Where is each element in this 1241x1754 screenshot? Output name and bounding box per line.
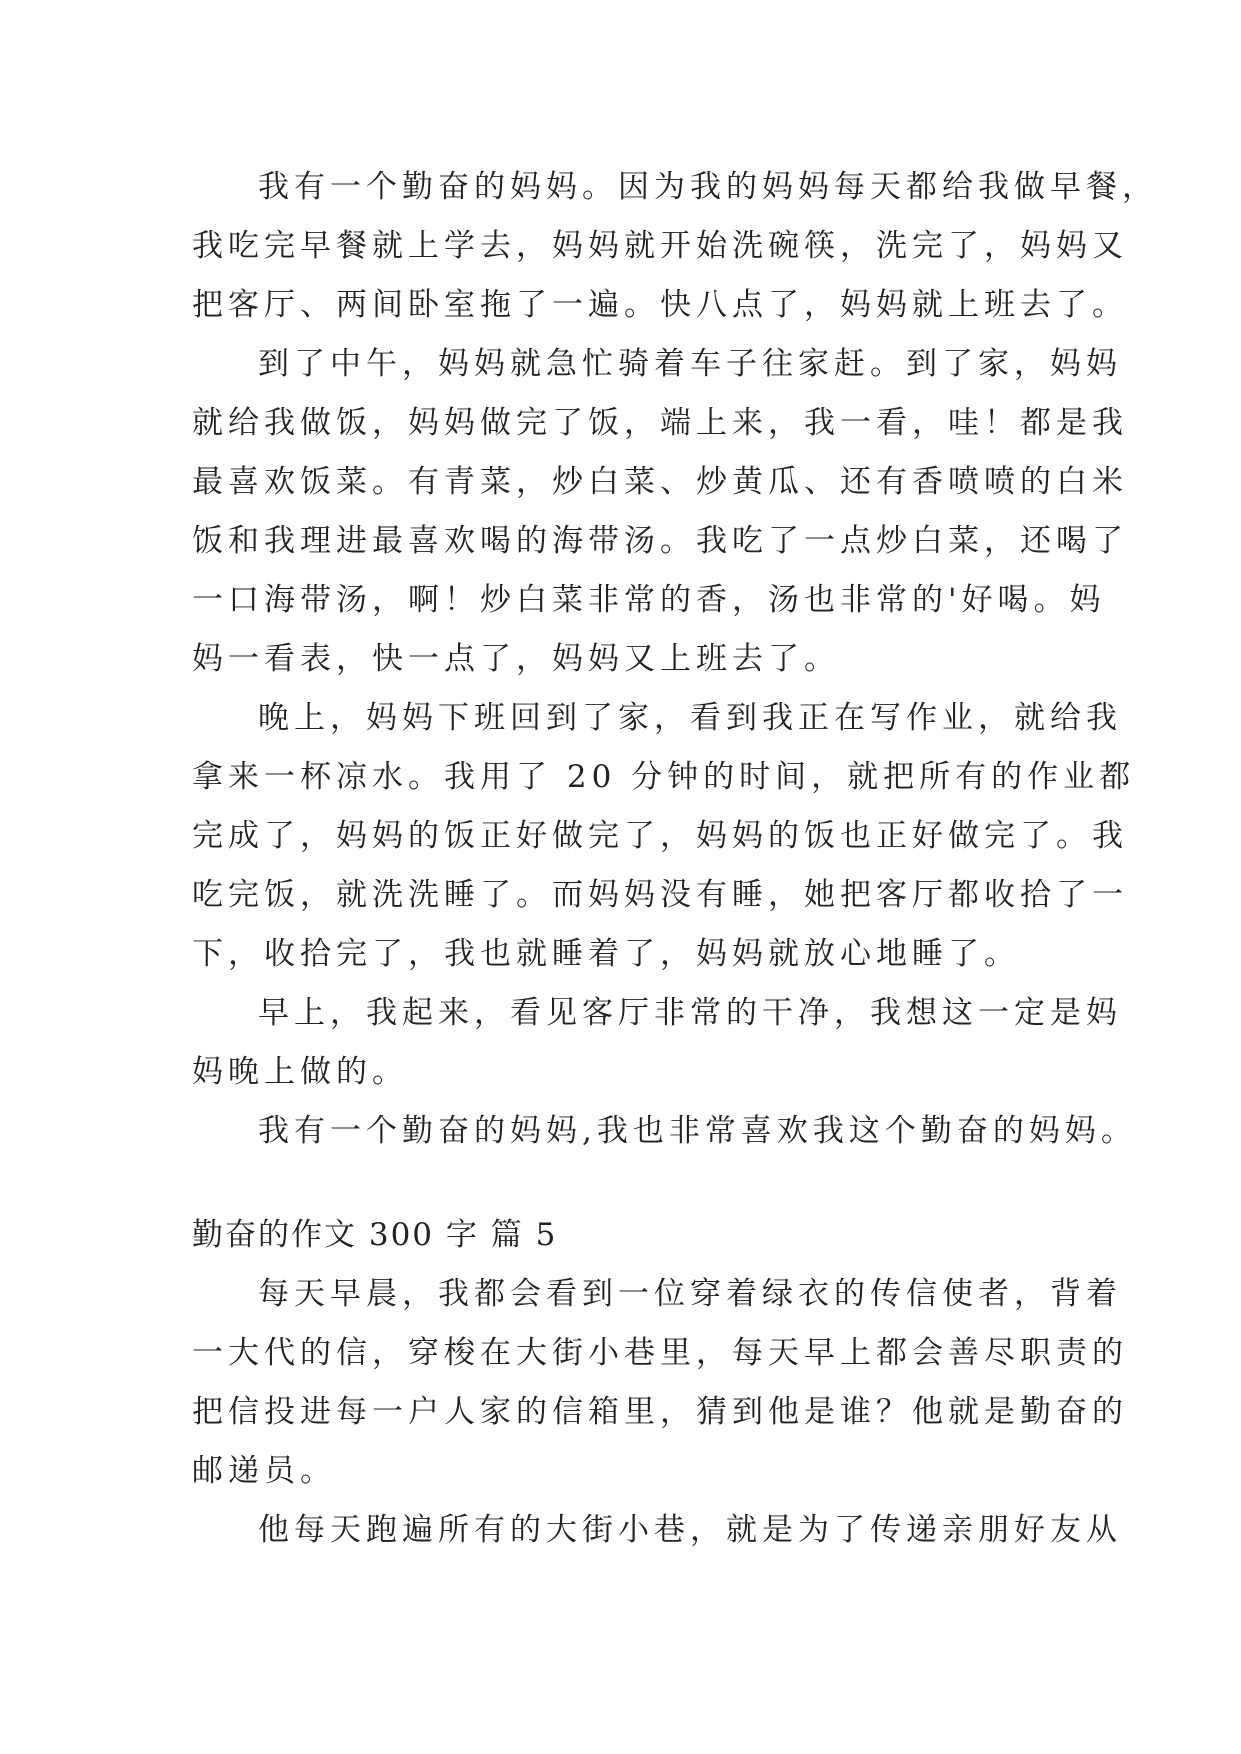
paragraph-line: 每天早晨，我都会看到一位穿着绿衣的传信使者，背着 — [258, 1276, 1122, 1312]
paragraph-line: 最喜欢饭菜。有青菜，炒白菜、炒黄瓜、还有香喷喷的白米 — [192, 464, 1128, 500]
paragraph-line: 早上，我起来，看见客厅非常的干净，我想这一定是妈 — [258, 995, 1122, 1031]
paragraph-line: 晚上，妈妈下班回到了家，看到我正在写作业，就给我 — [258, 700, 1122, 736]
section-gap — [192, 1161, 1092, 1206]
paragraph-line: 饭和我理进最喜欢喝的海带汤。我吃了一点炒白菜，还喝了 — [192, 523, 1128, 559]
paragraph-line: 一大代的信，穿梭在大街小巷里，每天早上都会善尽职责的 — [192, 1335, 1128, 1371]
paragraph-postman — [192, 1265, 1128, 1501]
paragraph-line: 就给我做饭，妈妈做完了饭，端上来，我一看，哇！都是我 — [192, 405, 1128, 441]
section-heading: 勤奋的作文 300 字 篇 5 — [192, 1217, 558, 1253]
paragraph-line: 妈一看表，快一点了，妈妈又上班去了。 — [192, 641, 840, 677]
paragraph-line: 到了中午，妈妈就急忙骑着车子往家赶。到了家，妈妈 — [258, 346, 1122, 382]
paragraph-morning — [192, 984, 1122, 1102]
paragraph-line: 完成了，妈妈的饭正好做完了，妈妈的饭也正好做完了。我 — [192, 818, 1128, 854]
paragraph-line: 把客厅、两间卧室拖了一遍。快八点了，妈妈就上班去了。 — [192, 287, 1128, 323]
paragraph-line: 吃完饭，就洗洗睡了。而妈妈没有睡，她把客厅都收拾了一 — [192, 877, 1128, 913]
paragraph-line: 一口海带汤，啊！炒白菜非常的香，汤也非常的'好喝。妈 — [192, 582, 1106, 618]
paragraph-evening — [192, 689, 1136, 984]
essay-body — [192, 158, 1158, 1560]
paragraph-line: 我有一个勤奋的妈妈,我也非常喜欢我这个勤奋的妈妈。 — [258, 1113, 1137, 1149]
paragraph-line: 我吃完早餐就上学去，妈妈就开始洗碗筷，洗完了，妈妈又 — [192, 228, 1128, 264]
paragraph-line: 下，收拾完了，我也就睡着了，妈妈就放心地睡了。 — [192, 936, 1020, 972]
paragraph-line: 我有一个勤奋的妈妈。因为我的妈妈每天都给我做早餐， — [258, 169, 1158, 205]
paragraph-line: 妈晚上做的。 — [192, 1054, 408, 1090]
paragraph-line: 邮递员。 — [192, 1453, 336, 1489]
paragraph-line: 拿来一杯凉水。我用了 20 分钟的时间，就把所有的作业都 — [192, 759, 1136, 795]
paragraph-noon — [192, 335, 1128, 689]
paragraph-line: 把信投进每一户人家的信箱里，猜到他是谁？他就是勤奋的 — [192, 1394, 1128, 1430]
paragraph-breakfast — [192, 158, 1158, 335]
paragraph-conclusion — [192, 1102, 1137, 1161]
paragraph-line: 他每天跑遍所有的大街小巷，就是为了传递亲朋好友从 — [258, 1512, 1122, 1548]
paragraph-streets — [192, 1501, 1122, 1560]
